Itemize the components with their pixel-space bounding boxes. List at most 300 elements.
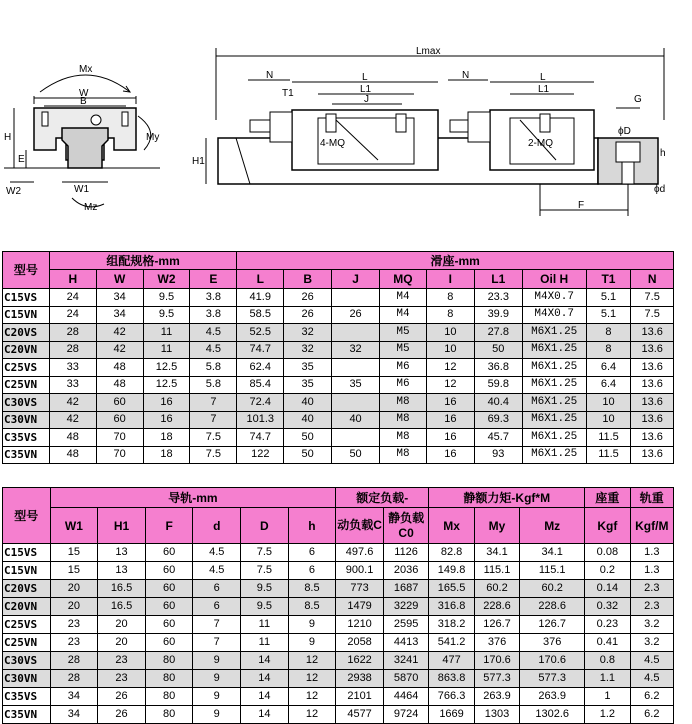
table-cell: 3.2: [630, 634, 673, 652]
table-cell: 70: [96, 429, 143, 447]
table-cell: 13.6: [631, 324, 674, 342]
table-cell: 115.1: [474, 562, 519, 580]
label-4mq: 4-MQ: [320, 138, 345, 149]
table-cell: [332, 429, 380, 447]
block-spec-table: [2, 251, 674, 464]
table-cell: 23: [98, 670, 146, 688]
label-phi-big-d: ϕD: [618, 126, 631, 137]
table-cell: 58.5: [237, 306, 284, 324]
table-cell: 33: [49, 376, 96, 394]
table-row: [3, 359, 674, 377]
cross-section-view: [4, 64, 160, 213]
label-h: H: [4, 132, 12, 143]
table-cell: 5.8: [190, 376, 237, 394]
table-cell: 6: [193, 598, 241, 616]
table-cell: 82.8: [429, 544, 474, 562]
table-cell: 900.1: [336, 562, 384, 580]
table-cell: 80: [145, 706, 193, 724]
model-cell: C15VS: [3, 289, 50, 307]
column-header: D: [241, 508, 289, 544]
table-cell: 13.6: [631, 446, 674, 464]
table-cell: 3229: [383, 598, 428, 616]
label-f: F: [578, 200, 585, 211]
table-cell: 42: [96, 324, 143, 342]
table-cell: 5870: [383, 670, 428, 688]
label-b: B: [80, 96, 87, 107]
table-cell: M8: [380, 446, 427, 464]
table-cell: 8.5: [288, 598, 336, 616]
table-cell: 12: [288, 688, 336, 706]
table-cell: 85.4: [237, 376, 284, 394]
table-cell: M8: [380, 394, 427, 412]
table-cell: 48: [96, 376, 143, 394]
table-cell: M4X0.7: [522, 306, 586, 324]
table-cell: 4.5: [190, 341, 237, 359]
table-cell: 93: [474, 446, 522, 464]
table-cell: 12.5: [143, 376, 190, 394]
group-fit-header: 组配规格-mm: [49, 252, 236, 270]
table-cell: 1.2: [585, 706, 630, 724]
table-cell: 1.3: [630, 562, 673, 580]
table-cell: 9.5: [143, 289, 190, 307]
column-header: J: [332, 270, 380, 289]
table-cell: 0.2: [585, 562, 630, 580]
table-cell: 59.8: [474, 376, 522, 394]
table-cell: 101.3: [237, 411, 284, 429]
table-cell: 60: [145, 562, 193, 580]
table-cell: [332, 394, 380, 412]
column-header: L: [237, 270, 284, 289]
table-cell: 9.5: [143, 306, 190, 324]
table-cell: 3.8: [190, 289, 237, 307]
table-cell: 7: [190, 394, 237, 412]
table-cell: 16: [426, 429, 474, 447]
table-cell: 4577: [336, 706, 384, 724]
table-cell: 36.8: [474, 359, 522, 377]
model-cell: C35VS: [3, 429, 50, 447]
table-cell: 3.8: [190, 306, 237, 324]
table-cell: 126.7: [474, 616, 519, 634]
table-cell: 4.5: [630, 670, 673, 688]
model-cell: C30VS: [3, 394, 50, 412]
table-cell: 6: [288, 562, 336, 580]
table-cell: 24: [49, 306, 96, 324]
table-cell: 863.8: [429, 670, 474, 688]
column-header: My: [474, 508, 519, 544]
table-cell: M4X0.7: [522, 289, 586, 307]
table-cell: 4.5: [190, 324, 237, 342]
table-cell: 6.2: [630, 706, 673, 724]
label-l-right: L: [540, 72, 546, 83]
table-cell: 23: [50, 634, 98, 652]
label-h-small: h: [660, 148, 666, 159]
table-cell: 34.1: [520, 544, 585, 562]
table-cell: 20: [98, 616, 146, 634]
table-cell: 13.6: [631, 411, 674, 429]
table-cell: 7: [190, 411, 237, 429]
table-cell: M6X1.25: [522, 446, 586, 464]
block-weight-header: 座重: [585, 488, 630, 508]
table-cell: 5.8: [190, 359, 237, 377]
table-cell: [332, 359, 380, 377]
label-n-right: N: [462, 70, 470, 81]
column-header: Kgf: [585, 508, 630, 544]
table-cell: 12: [288, 652, 336, 670]
table-cell: 165.5: [429, 580, 474, 598]
table-cell: 20: [50, 580, 98, 598]
label-mz: Mz: [84, 202, 98, 213]
table-cell: 34: [96, 306, 143, 324]
label-l1-right: L1: [538, 84, 550, 95]
table-cell: 497.6: [336, 544, 384, 562]
table-cell: 316.8: [429, 598, 474, 616]
table-cell: 2058: [336, 634, 384, 652]
table-cell: 1479: [336, 598, 384, 616]
table-cell: 32: [284, 341, 332, 359]
table-row: [3, 324, 674, 342]
table-row: [3, 341, 674, 359]
table-row: [3, 634, 674, 652]
table-cell: 20: [50, 598, 98, 616]
table-cell: 40: [284, 394, 332, 412]
column-header: F: [145, 508, 193, 544]
table-cell: 376: [520, 634, 585, 652]
table-cell: 60: [96, 394, 143, 412]
table-cell: 60: [96, 411, 143, 429]
model-cell: C20VS: [3, 324, 50, 342]
table-cell: 11: [241, 634, 289, 652]
table-row: [3, 652, 674, 670]
table-cell: 12: [288, 706, 336, 724]
table-cell: M6: [380, 359, 427, 377]
column-header: 静负载C0: [383, 508, 428, 544]
table-cell: 48: [49, 446, 96, 464]
table-cell: 10: [426, 324, 474, 342]
table-cell: M6X1.25: [522, 341, 586, 359]
column-header: E: [190, 270, 237, 289]
table-cell: 7: [193, 634, 241, 652]
rail-weight-header: 轨重: [630, 488, 673, 508]
column-header: MQ: [380, 270, 427, 289]
table-cell: 0.8: [585, 652, 630, 670]
table-cell: [332, 324, 380, 342]
table-cell: 35: [284, 376, 332, 394]
table-cell: 80: [145, 652, 193, 670]
table-row: [3, 376, 674, 394]
table-cell: 1622: [336, 652, 384, 670]
table-cell: 126.7: [520, 616, 585, 634]
table-row: [3, 562, 674, 580]
table-cell: 9.5: [241, 598, 289, 616]
table-cell: 16: [426, 394, 474, 412]
column-header: T1: [586, 270, 631, 289]
table-cell: 9724: [383, 706, 428, 724]
table-cell: 20: [98, 634, 146, 652]
table-cell: 27.8: [474, 324, 522, 342]
side-view: [192, 46, 666, 216]
table-cell: 4.5: [630, 652, 673, 670]
table-cell: 577.3: [520, 670, 585, 688]
table-cell: 149.8: [429, 562, 474, 580]
model-cell: C25VS: [3, 616, 51, 634]
table-cell: 13: [98, 562, 146, 580]
table-cell: 39.9: [474, 306, 522, 324]
table-cell: 122: [237, 446, 284, 464]
table-cell: 26: [284, 289, 332, 307]
table-cell: 16: [143, 411, 190, 429]
table-cell: 15: [50, 562, 98, 580]
column-header: H: [49, 270, 96, 289]
table-cell: 8: [426, 306, 474, 324]
table-cell: 4413: [383, 634, 428, 652]
table-cell: M8: [380, 411, 427, 429]
table-cell: 4.5: [193, 544, 241, 562]
table-row: [3, 544, 674, 562]
table-cell: 9: [193, 688, 241, 706]
table-cell: 263.9: [520, 688, 585, 706]
table-cell: 35: [332, 376, 380, 394]
model-cell: C35VN: [3, 446, 50, 464]
table-cell: 13: [98, 544, 146, 562]
table-cell: 15: [50, 544, 98, 562]
table-cell: 1.3: [630, 544, 673, 562]
table-cell: 9: [193, 670, 241, 688]
table-cell: M5: [380, 324, 427, 342]
table-cell: 9: [288, 634, 336, 652]
label-2mq: 2-MQ: [528, 138, 553, 149]
table-cell: 60.2: [520, 580, 585, 598]
table-cell: 1: [585, 688, 630, 706]
table-cell: 32: [332, 341, 380, 359]
table-cell: 74.7: [237, 341, 284, 359]
table-cell: 11: [241, 616, 289, 634]
table-cell: 26: [98, 706, 146, 724]
model-cell: C25VN: [3, 376, 50, 394]
table-cell: 14: [241, 652, 289, 670]
table-cell: 26: [284, 306, 332, 324]
column-header: Kgf/M: [630, 508, 673, 544]
table-cell: 6: [193, 580, 241, 598]
column-header: W1: [50, 508, 98, 544]
table-cell: 42: [49, 411, 96, 429]
table-cell: 13.6: [631, 429, 674, 447]
table-row: [3, 394, 674, 412]
table-cell: 1.1: [585, 670, 630, 688]
table-cell: 7.5: [631, 306, 674, 324]
table-cell: 13.6: [631, 341, 674, 359]
table-cell: 4.5: [193, 562, 241, 580]
table-cell: M6X1.25: [522, 324, 586, 342]
table-cell: 318.2: [429, 616, 474, 634]
table-cell: 0.14: [585, 580, 630, 598]
table-cell: 18: [143, 429, 190, 447]
label-n-left: N: [266, 70, 274, 81]
table-cell: 766.3: [429, 688, 474, 706]
table-cell: 6.4: [586, 376, 631, 394]
label-g: G: [634, 94, 642, 105]
table-cell: 34: [50, 706, 98, 724]
table-cell: 228.6: [474, 598, 519, 616]
table-cell: 2938: [336, 670, 384, 688]
table-cell: 13.6: [631, 376, 674, 394]
column-header: h: [288, 508, 336, 544]
table-cell: 5.1: [586, 289, 631, 307]
table-cell: 1126: [383, 544, 428, 562]
table-cell: 13.6: [631, 359, 674, 377]
model-cell: C25VN: [3, 634, 51, 652]
table-cell: 34: [96, 289, 143, 307]
table-cell: 70: [96, 446, 143, 464]
table-cell: 62.4: [237, 359, 284, 377]
table-cell: 5.1: [586, 306, 631, 324]
table-cell: 577.3: [474, 670, 519, 688]
rail-load-spec-table: [2, 487, 674, 724]
table-cell: 23.3: [474, 289, 522, 307]
table-cell: 541.2: [429, 634, 474, 652]
table-cell: 60: [145, 634, 193, 652]
table-cell: 11.5: [586, 446, 631, 464]
table-cell: 170.6: [520, 652, 585, 670]
table-cell: 34.1: [474, 544, 519, 562]
table-cell: 8: [586, 324, 631, 342]
table-cell: 170.6: [474, 652, 519, 670]
table-cell: 72.4: [237, 394, 284, 412]
table-cell: 9: [193, 652, 241, 670]
table-cell: M6X1.25: [522, 394, 586, 412]
column-header: B: [284, 270, 332, 289]
table-cell: 24: [49, 289, 96, 307]
table-cell: 40: [332, 411, 380, 429]
table-cell: 23: [98, 652, 146, 670]
table-cell: M6X1.25: [522, 411, 586, 429]
table-cell: M4: [380, 306, 427, 324]
table-cell: 6.2: [630, 688, 673, 706]
label-mx: Mx: [79, 64, 93, 75]
table-cell: 60: [145, 544, 193, 562]
label-lmax: Lmax: [416, 46, 441, 57]
column-header: W2: [143, 270, 190, 289]
column-header: Oil H: [522, 270, 586, 289]
table-cell: 74.7: [237, 429, 284, 447]
table-cell: 50: [284, 446, 332, 464]
table-cell: 9: [193, 706, 241, 724]
column-header: d: [193, 508, 241, 544]
table-row: [3, 446, 674, 464]
table-cell: 12: [426, 376, 474, 394]
table-cell: 6.4: [586, 359, 631, 377]
table-cell: 477: [429, 652, 474, 670]
table-cell: 1687: [383, 580, 428, 598]
table-cell: 28: [50, 652, 98, 670]
label-e: E: [18, 154, 25, 165]
model-header: 型号: [3, 252, 50, 289]
table-cell: 7.5: [190, 446, 237, 464]
table-cell: 0.41: [585, 634, 630, 652]
table-cell: 26: [332, 306, 380, 324]
table-cell: 33: [49, 359, 96, 377]
model-cell: C15VN: [3, 562, 51, 580]
table-cell: 16: [426, 446, 474, 464]
table-cell: 2101: [336, 688, 384, 706]
model-cell: C20VS: [3, 580, 51, 598]
table-cell: [332, 289, 380, 307]
table-cell: 45.7: [474, 429, 522, 447]
table-cell: 14: [241, 706, 289, 724]
table-cell: 69.3: [474, 411, 522, 429]
table-cell: 80: [145, 670, 193, 688]
table-cell: 26: [98, 688, 146, 706]
table-cell: 9.5: [241, 580, 289, 598]
table-row: [3, 616, 674, 634]
table-cell: 0.32: [585, 598, 630, 616]
table-cell: 28: [49, 341, 96, 359]
table-row: [3, 411, 674, 429]
table-cell: 11: [143, 324, 190, 342]
table-cell: 3241: [383, 652, 428, 670]
technical-drawing: [0, 0, 692, 230]
label-my: My: [146, 132, 160, 143]
table-cell: M6X1.25: [522, 376, 586, 394]
table-cell: 28: [49, 324, 96, 342]
column-header: W: [96, 270, 143, 289]
table-cell: 34: [50, 688, 98, 706]
table-cell: 60: [145, 580, 193, 598]
table-row: [3, 289, 674, 307]
table-row: [3, 580, 674, 598]
table-cell: 8: [586, 341, 631, 359]
model-cell: C15VS: [3, 544, 51, 562]
table-row: [3, 429, 674, 447]
table-cell: 28: [50, 670, 98, 688]
column-header: 动负载C: [336, 508, 384, 544]
table-cell: 376: [474, 634, 519, 652]
table-cell: 14: [241, 688, 289, 706]
table-cell: 50: [284, 429, 332, 447]
table-cell: 2.3: [630, 598, 673, 616]
table-cell: 35: [284, 359, 332, 377]
table-cell: 1302.6: [520, 706, 585, 724]
table-cell: 42: [96, 341, 143, 359]
column-header: I: [426, 270, 474, 289]
table-cell: 16.5: [98, 598, 146, 616]
table-cell: M6X1.25: [522, 359, 586, 377]
table-cell: 228.6: [520, 598, 585, 616]
table-row: [3, 306, 674, 324]
table-cell: 13.6: [631, 394, 674, 412]
column-header: H1: [98, 508, 146, 544]
group-load-header: 额定负载-: [336, 488, 429, 508]
table-cell: 10: [586, 394, 631, 412]
table-cell: 9: [288, 616, 336, 634]
table-row: [3, 598, 674, 616]
table-cell: 263.9: [474, 688, 519, 706]
table-cell: M5: [380, 341, 427, 359]
table-cell: 16: [143, 394, 190, 412]
table-cell: 7.5: [190, 429, 237, 447]
table-cell: 11.5: [586, 429, 631, 447]
model-cell: C15VN: [3, 306, 50, 324]
table-cell: 14: [241, 670, 289, 688]
table-cell: 0.23: [585, 616, 630, 634]
table-cell: 18: [143, 446, 190, 464]
label-w1: W1: [74, 184, 89, 195]
table-cell: 2595: [383, 616, 428, 634]
table-cell: 773: [336, 580, 384, 598]
label-w2: W2: [6, 186, 21, 197]
table-cell: 1303: [474, 706, 519, 724]
model-cell: C20VN: [3, 598, 51, 616]
table-cell: 50: [332, 446, 380, 464]
